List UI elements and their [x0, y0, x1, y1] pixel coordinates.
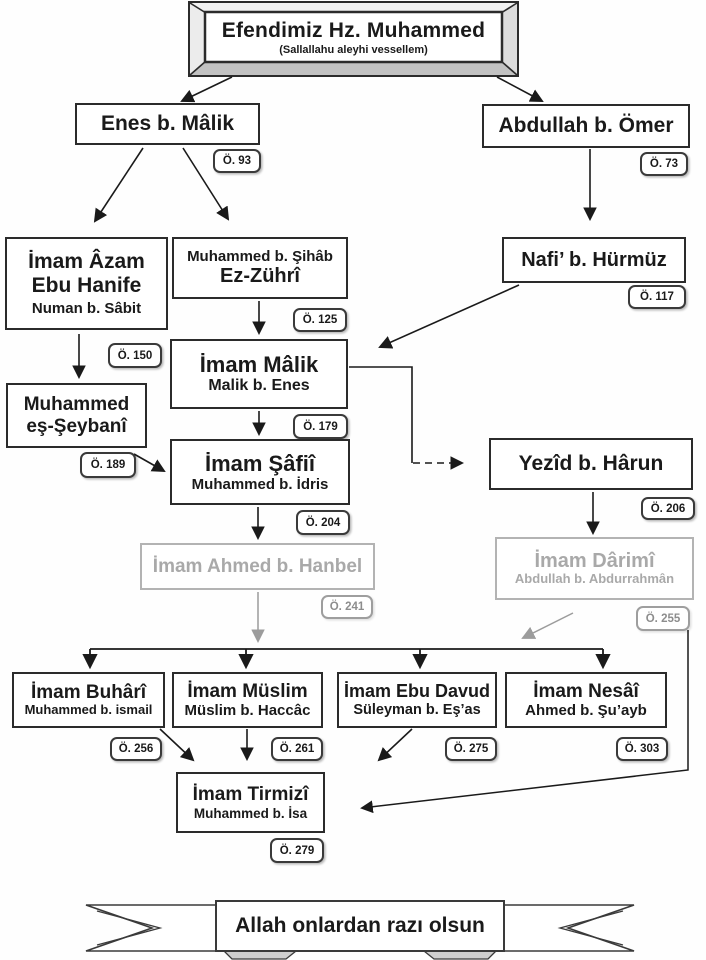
- node-tirmizi-sub: Muhammed b. İsa: [193, 805, 308, 821]
- node-zuhri: [172, 237, 348, 299]
- badge-safii-death: Ö. 204: [296, 510, 350, 535]
- node-ebudavud: [337, 672, 497, 728]
- badge-muslim-death: Ö. 261: [271, 737, 323, 761]
- badge-yezid-death: Ö. 206: [641, 497, 695, 520]
- node-muslim-name: İmam Müslim: [187, 680, 308, 702]
- node-buhari-sub: Muhammed b. ismail: [24, 702, 153, 718]
- node-safii: [170, 439, 350, 505]
- node-nafi: [502, 237, 686, 283]
- node-darimi-name: İmam Dârimî: [534, 549, 655, 572]
- malik-to-yezid-connector: [349, 367, 462, 463]
- badge-ebudavud-death: Ö. 275: [445, 737, 497, 761]
- node-azam-sub: Numan b. Sâbit: [31, 299, 142, 317]
- node-safii-sub: Muhammed b. İdris: [191, 475, 329, 493]
- badge-nesai-death: Ö. 303: [616, 737, 668, 761]
- node-tirmizi-name: İmam Tirmizî: [192, 783, 309, 805]
- node-zuhri-sub: Muhammed b. Şihâb: [187, 248, 333, 266]
- node-safii-name: İmam Şâfiî: [204, 450, 316, 476]
- badge-tirmizi-death: Ö. 279: [270, 838, 324, 863]
- title-text: Efendimiz Hz. Muhammed: [221, 18, 486, 42]
- node-abdullah-name: Abdullah b. Ömer: [498, 114, 674, 138]
- node-muslim-sub: Müslim b. Haccâc: [184, 702, 311, 720]
- badge-seybani-death: Ö. 189: [80, 452, 136, 478]
- badge-enes-death: Ö. 93: [213, 149, 261, 173]
- node-zuhri-name: Ez-Zührî: [220, 265, 300, 288]
- ribbon-banner: [216, 901, 504, 951]
- node-ebudavud-sub: Süleyman b. Eş’as: [353, 702, 481, 718]
- node-yezid: [489, 438, 693, 490]
- node-enes: [75, 103, 260, 145]
- badge-nafi-death: Ö. 117: [628, 285, 686, 309]
- node-buhari: [12, 672, 165, 728]
- node-darimi: [495, 537, 694, 600]
- node-azam-line2: Ebu Hanife: [31, 273, 142, 297]
- node-abdullah: [482, 104, 690, 148]
- node-ebudavud-name: İmam Ebu Davud: [343, 681, 491, 702]
- title-subtitle: (Sallallahu aleyhi vessellem): [279, 43, 428, 56]
- node-nesai-name: İmam Nesâî: [533, 680, 639, 702]
- node-hanbel-name: İmam Ahmed b. Hanbel: [152, 555, 363, 577]
- node-malik-sub: Malik b. Enes: [208, 377, 310, 395]
- badge-azam-death: Ö. 150: [108, 343, 162, 368]
- node-nafi-name: Nafi’ b. Hürmüz: [521, 248, 667, 271]
- node-darimi-sub: Abdullah b. Abdurrahmân: [514, 571, 675, 587]
- node-enes-name: Enes b. Mâlik: [100, 112, 235, 136]
- node-yezid-name: Yezîd b. Hârun: [518, 452, 664, 476]
- badge-malik-death: Ö. 179: [293, 414, 348, 439]
- badge-zuhri-death: Ö. 125: [293, 308, 347, 332]
- node-seybani-line1: Muhammed: [23, 393, 130, 415]
- node-tirmizi: [176, 772, 325, 833]
- badge-darimi-death: Ö. 255: [636, 606, 690, 631]
- node-buhari-name: İmam Buhârî: [30, 681, 147, 703]
- title-box: [205, 12, 502, 62]
- node-muslim: [172, 672, 323, 728]
- distributor-connector: [90, 649, 603, 667]
- node-azam: [5, 237, 168, 330]
- badge-abdullah-death: Ö. 73: [640, 152, 688, 176]
- badge-buhari-death: Ö. 256: [110, 737, 162, 761]
- node-malik-name: İmam Mâlik: [199, 352, 319, 378]
- node-malik: [170, 339, 348, 409]
- ribbon-banner-text: Allah onlardan razı olsun: [235, 914, 485, 937]
- node-nesai-sub: Ahmed b. Şu’ayb: [525, 702, 647, 720]
- node-hanbel: [140, 543, 375, 590]
- node-nesai: [505, 672, 667, 728]
- node-seybani-line2: eş-Şeybanî: [26, 415, 127, 437]
- node-azam-line1: İmam Âzam: [28, 250, 145, 274]
- badge-hanbel-death: Ö. 241: [321, 595, 373, 619]
- node-seybani: [6, 383, 147, 448]
